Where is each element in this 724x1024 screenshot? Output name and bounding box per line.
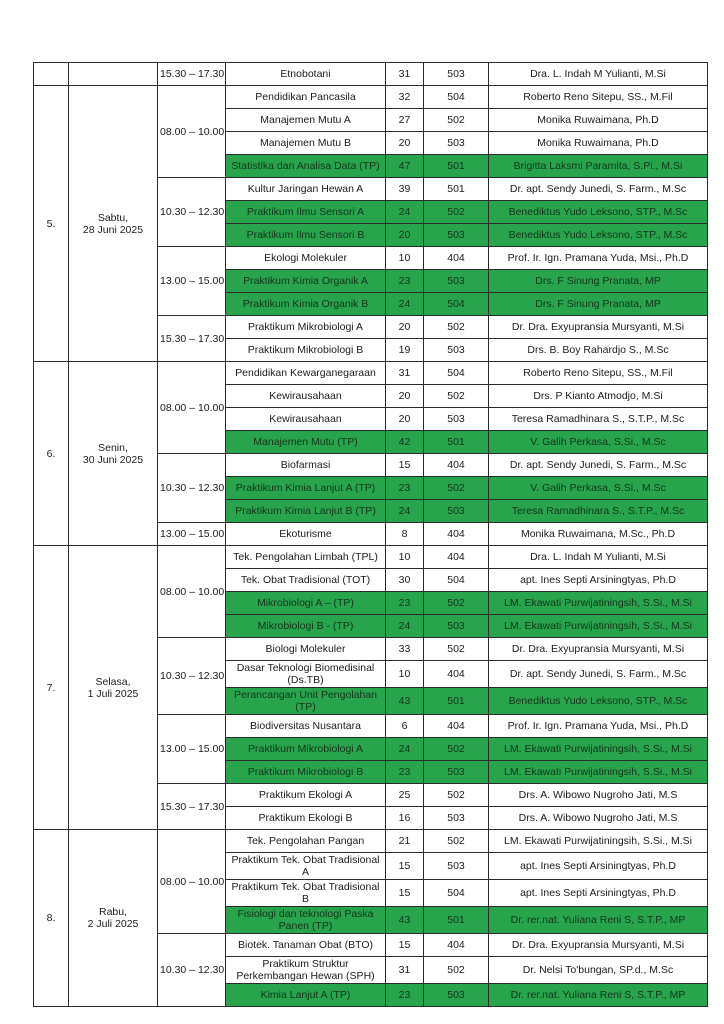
student-count-cell: 43	[386, 688, 424, 715]
course-name-cell: Tek. Pengolahan Limbah (TPL)	[226, 546, 386, 569]
room-cell: 504	[424, 569, 489, 592]
lecturer-cell: Dr. apt. Sendy Junedi, S. Farm., M.Sc	[489, 661, 708, 688]
room-cell: 502	[424, 638, 489, 661]
course-name-cell: Praktikum Mikrobiologi A	[226, 316, 386, 339]
student-count-cell: 25	[386, 784, 424, 807]
lecturer-cell: V. Galih Perkasa, S.Si., M.Sc	[489, 431, 708, 454]
day-date-cell	[69, 546, 158, 830]
lecturer-cell: Drs. F Sinung Pranata, MP	[489, 293, 708, 316]
section-number-cell: 6.	[34, 362, 69, 546]
room-cell: 502	[424, 109, 489, 132]
course-name-cell: Mikrobiologi A – (TP)	[226, 592, 386, 615]
room-cell: 503	[424, 224, 489, 247]
course-name-cell: Statistika dan Analisa Data (TP)	[226, 155, 386, 178]
lecturer-cell: Dr. Dra. Exyupransia Mursyanti, M.Si	[489, 638, 708, 661]
schedule-row	[34, 86, 708, 109]
room-cell: 502	[424, 316, 489, 339]
lecturer-cell: Roberto Reno Sitepu, SS., M.Fil	[489, 86, 708, 109]
course-name-cell: Fisiologi dan teknologi Paska Panen (TP)	[226, 907, 386, 934]
lecturer-cell: Dr. apt. Sendy Junedi, S. Farm., M.Sc	[489, 178, 708, 201]
time-slot-cell: 13.00 – 15.00	[158, 715, 226, 784]
lecturer-cell: Teresa Ramadhinara S., S.T.P., M.Sc	[489, 500, 708, 523]
lecturer-cell: Benediktus Yudo Leksono, STP., M.Sc	[489, 224, 708, 247]
course-name-cell: Dasar Teknologi Biomedisinal (Ds.TB)	[226, 661, 386, 688]
day-date-cell	[69, 830, 158, 1007]
room-cell: 503	[424, 807, 489, 830]
day-date-line: Senin,	[98, 441, 128, 454]
course-name-cell: Praktikum Ekologi B	[226, 807, 386, 830]
lecturer-cell: Teresa Ramadhinara S., S.T.P., M.Sc	[489, 408, 708, 431]
lecturer-cell: Dra. L. Indah M Yulianti, M.Si	[489, 63, 708, 86]
room-cell: 503	[424, 761, 489, 784]
student-count-cell: 15	[386, 853, 424, 880]
student-count-cell: 10	[386, 546, 424, 569]
student-count-cell: 31	[386, 362, 424, 385]
lecturer-cell: LM. Ekawati Purwijatiningsih, S.Si., M.Si	[489, 830, 708, 853]
student-count-cell: 24	[386, 201, 424, 224]
room-cell: 502	[424, 784, 489, 807]
lecturer-cell: Benediktus Yudo Leksono, STP., M.Sc	[489, 201, 708, 224]
day-date-line: Selasa,	[95, 675, 131, 688]
course-name-cell: Tek. Obat Tradisional (TOT)	[226, 569, 386, 592]
lecturer-cell: Dr. Nelsi To'bungan, SP.d., M.Sc	[489, 957, 708, 984]
student-count-cell: 30	[386, 569, 424, 592]
course-name-cell: Praktikum Mikrobiologi A	[226, 738, 386, 761]
student-count-cell: 39	[386, 178, 424, 201]
room-cell: 504	[424, 86, 489, 109]
student-count-cell: 23	[386, 761, 424, 784]
course-name-cell: Praktikum Kimia Lanjut B (TP)	[226, 500, 386, 523]
course-name-cell: Perancangan Unit Pengolahan (TP)	[226, 688, 386, 715]
course-name-cell: Praktikum Ekologi A	[226, 784, 386, 807]
room-cell: 501	[424, 688, 489, 715]
lecturer-cell: Monika Ruwaimana, Ph.D	[489, 109, 708, 132]
student-count-cell: 20	[386, 224, 424, 247]
lecturer-cell: Prof. Ir. Ign. Pramana Yuda, Msi., Ph.D	[489, 715, 708, 738]
lecturer-cell: V. Galih Perkasa, S.Si., M.Sc	[489, 477, 708, 500]
time-slot-cell: 13.00 – 15.00	[158, 523, 226, 546]
lecturer-cell: LM. Ekawati Purwijatiningsih, S.Si., M.Si	[489, 738, 708, 761]
student-count-cell: 20	[386, 132, 424, 155]
course-name-cell: Biofarmasi	[226, 454, 386, 477]
schedule-row	[34, 63, 708, 86]
room-cell: 404	[424, 454, 489, 477]
lecturer-cell: Drs. P Kianto Atmodjo, M.Si	[489, 385, 708, 408]
lecturer-cell: Roberto Reno Sitepu, SS., M.Fil	[489, 362, 708, 385]
student-count-cell: 10	[386, 661, 424, 688]
student-count-cell: 15	[386, 454, 424, 477]
course-name-cell: Praktikum Struktur Perkembangan Hewan (SPH)	[226, 957, 386, 984]
course-name-cell: Biodiversitas Nusantara	[226, 715, 386, 738]
lecturer-cell: Dr. rer.nat. Yuliana Reni S, S.T.P., MP	[489, 907, 708, 934]
room-cell: 404	[424, 661, 489, 688]
time-slot-cell: 08.00 – 10.00	[158, 546, 226, 638]
section-number-cell	[34, 63, 69, 86]
lecturer-cell: LM. Ekawati Purwijatiningsih, S.Si., M.Si	[489, 615, 708, 638]
lecturer-cell: Dr. rer.nat. Yuliana Reni S, S.T.P., MP	[489, 984, 708, 1007]
course-name-cell: Praktikum Mikrobiologi B	[226, 761, 386, 784]
student-count-cell: 21	[386, 830, 424, 853]
lecturer-cell: Drs. A. Wibowo Nugroho Jati, M.S	[489, 807, 708, 830]
student-count-cell: 42	[386, 431, 424, 454]
day-date-line: 30 Juni 2025	[82, 453, 144, 466]
student-count-cell: 16	[386, 807, 424, 830]
room-cell: 404	[424, 247, 489, 270]
lecturer-cell: apt. Ines Septi Arsiningtyas, Ph.D	[489, 880, 708, 907]
time-slot-cell: 08.00 – 10.00	[158, 362, 226, 454]
time-slot-cell: 08.00 – 10.00	[158, 86, 226, 178]
room-cell: 503	[424, 339, 489, 362]
lecturer-cell: LM. Ekawati Purwijatiningsih, S.Si., M.Si	[489, 592, 708, 615]
time-slot-cell: 10.30 – 12.30	[158, 934, 226, 1007]
course-name-cell: Praktikum Kimia Organik A	[226, 270, 386, 293]
course-name-cell: Praktikum Ilmu Sensori A	[226, 201, 386, 224]
schedule-row	[34, 546, 708, 569]
student-count-cell: 31	[386, 63, 424, 86]
student-count-cell: 27	[386, 109, 424, 132]
student-count-cell: 24	[386, 293, 424, 316]
time-slot-cell: 08.00 – 10.00	[158, 830, 226, 934]
section-number-cell: 8.	[34, 830, 69, 1007]
day-date-cell	[69, 63, 158, 86]
course-name-cell: Ekologi Molekuler	[226, 247, 386, 270]
course-name-cell: Pendidikan Pancasila	[226, 86, 386, 109]
room-cell: 504	[424, 362, 489, 385]
day-date-line: Rabu,	[98, 906, 128, 918]
course-name-cell: Praktikum Mikrobiologi B	[226, 339, 386, 362]
lecturer-cell: Dr. Dra. Exyupransia Mursyanti, M.Si	[489, 934, 708, 957]
lecturer-cell: Benediktus Yudo Leksono, STP., M.Sc	[489, 688, 708, 715]
lecturer-cell: Drs. B. Boy Rahardjo S., M.Sc	[489, 339, 708, 362]
schedule-row	[34, 830, 708, 853]
room-cell: 503	[424, 270, 489, 293]
course-name-cell: Kewirausahaan	[226, 385, 386, 408]
room-cell: 502	[424, 477, 489, 500]
lecturer-cell: Monika Ruwaimana, Ph.D	[489, 132, 708, 155]
student-count-cell: 10	[386, 247, 424, 270]
day-date-line: 1 Juli 2025	[87, 687, 139, 700]
room-cell: 503	[424, 63, 489, 86]
course-name-cell: Pendidikan Kewarganegaraan	[226, 362, 386, 385]
time-slot-cell: 10.30 – 12.30	[158, 178, 226, 247]
day-date-cell	[69, 362, 158, 546]
course-name-cell: Manajemen Mutu B	[226, 132, 386, 155]
student-count-cell: 6	[386, 715, 424, 738]
schedule-table-body	[34, 63, 708, 1007]
room-cell: 504	[424, 293, 489, 316]
student-count-cell: 23	[386, 270, 424, 293]
student-count-cell: 19	[386, 339, 424, 362]
room-cell: 503	[424, 984, 489, 1007]
course-name-cell: Kewirausahaan	[226, 408, 386, 431]
student-count-cell: 23	[386, 984, 424, 1007]
course-name-cell: Praktikum Tek. Obat Tradisional A	[226, 853, 386, 880]
course-name-cell: Praktikum Kimia Lanjut A (TP)	[226, 477, 386, 500]
room-cell: 501	[424, 431, 489, 454]
student-count-cell: 47	[386, 155, 424, 178]
course-name-cell: Tek. Pengolahan Pangan	[226, 830, 386, 853]
lecturer-cell: Dr. apt. Sendy Junedi, S. Farm., M.Sc	[489, 454, 708, 477]
student-count-cell: 33	[386, 638, 424, 661]
room-cell: 503	[424, 132, 489, 155]
room-cell: 503	[424, 408, 489, 431]
room-cell: 503	[424, 615, 489, 638]
room-cell: 503	[424, 853, 489, 880]
lecturer-cell: apt. Ines Septi Arsiningtyas, Ph.D	[489, 569, 708, 592]
section-number-cell: 5.	[34, 86, 69, 362]
lecturer-cell: LM. Ekawati Purwijatiningsih, S.Si., M.Si	[489, 761, 708, 784]
course-name-cell: Kultur Jaringan Hewan A	[226, 178, 386, 201]
course-name-cell: Praktikum Tek. Obat Tradisional B	[226, 880, 386, 907]
course-name-cell: Ekoturisme	[226, 523, 386, 546]
room-cell: 502	[424, 738, 489, 761]
room-cell: 502	[424, 957, 489, 984]
lecturer-cell: Dr. Dra. Exyupransia Mursyanti, M.Si	[489, 316, 708, 339]
room-cell: 503	[424, 500, 489, 523]
student-count-cell: 20	[386, 385, 424, 408]
room-cell: 501	[424, 155, 489, 178]
student-count-cell: 8	[386, 523, 424, 546]
time-slot-cell: 15.30 – 17.30	[158, 316, 226, 362]
student-count-cell: 31	[386, 957, 424, 984]
time-slot-cell: 10.30 – 12.30	[158, 638, 226, 715]
lecturer-cell: Drs. A. Wibowo Nugroho Jati, M.S	[489, 784, 708, 807]
time-slot-cell: 15.30 – 17.30	[158, 784, 226, 830]
lecturer-cell: Monika Ruwaimana, M.Sc., Ph.D	[489, 523, 708, 546]
room-cell: 404	[424, 715, 489, 738]
student-count-cell: 23	[386, 477, 424, 500]
course-name-cell: Kimia Lanjut A (TP)	[226, 984, 386, 1007]
section-number-cell: 7.	[34, 546, 69, 830]
student-count-cell: 24	[386, 738, 424, 761]
schedule-row	[34, 362, 708, 385]
course-name-cell: Praktikum Ilmu Sensori B	[226, 224, 386, 247]
course-name-cell: Biologi Molekuler	[226, 638, 386, 661]
room-cell: 502	[424, 592, 489, 615]
lecturer-cell: Brigitta Laksmi Paramita, S.Pi., M.Si	[489, 155, 708, 178]
room-cell: 404	[424, 934, 489, 957]
student-count-cell: 20	[386, 316, 424, 339]
student-count-cell: 24	[386, 615, 424, 638]
student-count-cell: 15	[386, 934, 424, 957]
day-date-line: 2 Juli 2025	[87, 918, 139, 930]
room-cell: 504	[424, 880, 489, 907]
room-cell: 404	[424, 546, 489, 569]
student-count-cell: 32	[386, 86, 424, 109]
lecturer-cell: Drs. F Sinung Pranata, MP	[489, 270, 708, 293]
student-count-cell: 43	[386, 907, 424, 934]
room-cell: 502	[424, 385, 489, 408]
room-cell: 502	[424, 830, 489, 853]
room-cell: 404	[424, 523, 489, 546]
time-slot-cell: 15.30 – 17.30	[158, 63, 226, 86]
student-count-cell: 24	[386, 500, 424, 523]
course-name-cell: Mikrobiologi B - (TP)	[226, 615, 386, 638]
course-name-cell: Praktikum Kimia Organik B	[226, 293, 386, 316]
lecturer-cell: Prof. Ir. Ign. Pramana Yuda, Msi., Ph.D	[489, 247, 708, 270]
student-count-cell: 23	[386, 592, 424, 615]
student-count-cell: 20	[386, 408, 424, 431]
lecturer-cell: Dra. L. Indah M Yulianti, M.Si	[489, 546, 708, 569]
student-count-cell: 15	[386, 880, 424, 907]
time-slot-cell: 13.00 – 15.00	[158, 247, 226, 316]
room-cell: 501	[424, 178, 489, 201]
course-name-cell: Manajemen Mutu (TP)	[226, 431, 386, 454]
schedule-table	[33, 62, 708, 1007]
lecturer-cell: apt. Ines Septi Arsiningtyas, Ph.D	[489, 853, 708, 880]
course-name-cell: Manajemen Mutu A	[226, 109, 386, 132]
room-cell: 501	[424, 907, 489, 934]
time-slot-cell: 10.30 – 12.30	[158, 454, 226, 523]
room-cell: 502	[424, 201, 489, 224]
day-date-line: 28 Juni 2025	[82, 223, 144, 236]
day-date-cell	[69, 86, 158, 362]
day-date-line: Sabtu,	[97, 211, 129, 224]
course-name-cell: Etnobotani	[226, 63, 386, 86]
course-name-cell: Biotek. Tanaman Obat (BTO)	[226, 934, 386, 957]
